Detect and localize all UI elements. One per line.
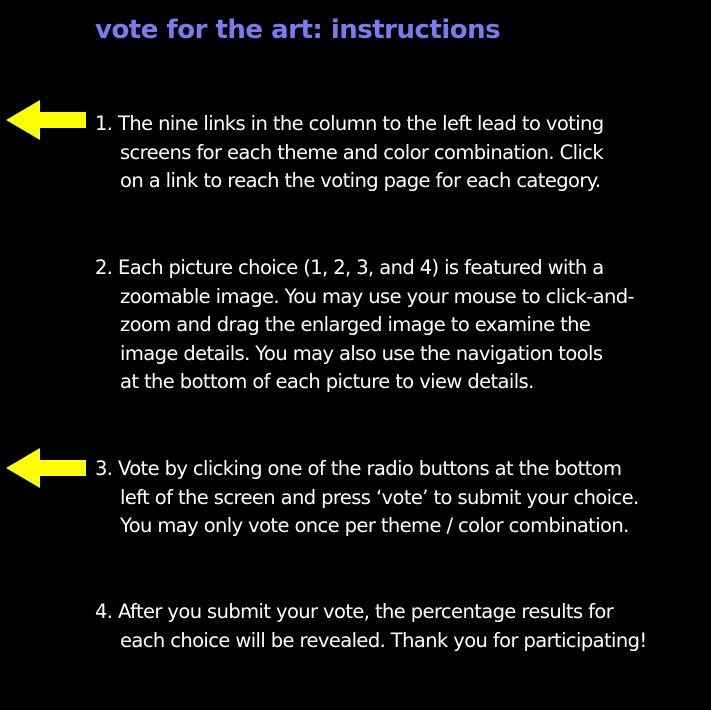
instruction-step-1: [95, 110, 695, 196]
step-line: zoomable image. You may use your mouse to click-and-: [120, 284, 634, 308]
step-line: 1. The nine links in the column to the left lead to voting: [95, 112, 604, 135]
step-line: on a link to reach the voting page for each category.: [120, 169, 601, 192]
step-line: at the bottom of each picture to view details.: [120, 370, 534, 393]
step-line: 3. Vote by clicking one of the radio buttons at the bottom: [95, 457, 622, 480]
step-line: screens for each theme and color combination. Click: [120, 140, 604, 164]
step-line: 2. Each picture choice (1, 2, 3, and 4) is featured with a: [95, 256, 604, 279]
instruction-step-2: [95, 254, 695, 397]
step-line: You may only vote once per theme / color combination.: [120, 514, 629, 537]
instruction-step-4: [95, 598, 695, 655]
instruction-step-3: [95, 455, 695, 541]
left-arrow-icon: [6, 100, 88, 140]
step-line: 4. After you submit your vote, the percentage results for: [95, 600, 614, 623]
left-arrow-icon: [6, 448, 88, 488]
step-line: left of the screen and press ‘vote’ to submit your choice.: [120, 485, 639, 509]
step-line: each choice will be revealed. Thank you for participating!: [120, 628, 647, 652]
page-title: vote for the art: instructions: [95, 15, 501, 45]
step-line: image details. You may also use the navigation tools: [120, 341, 603, 365]
step-line: zoom and drag the enlarged image to examine the: [120, 313, 591, 336]
